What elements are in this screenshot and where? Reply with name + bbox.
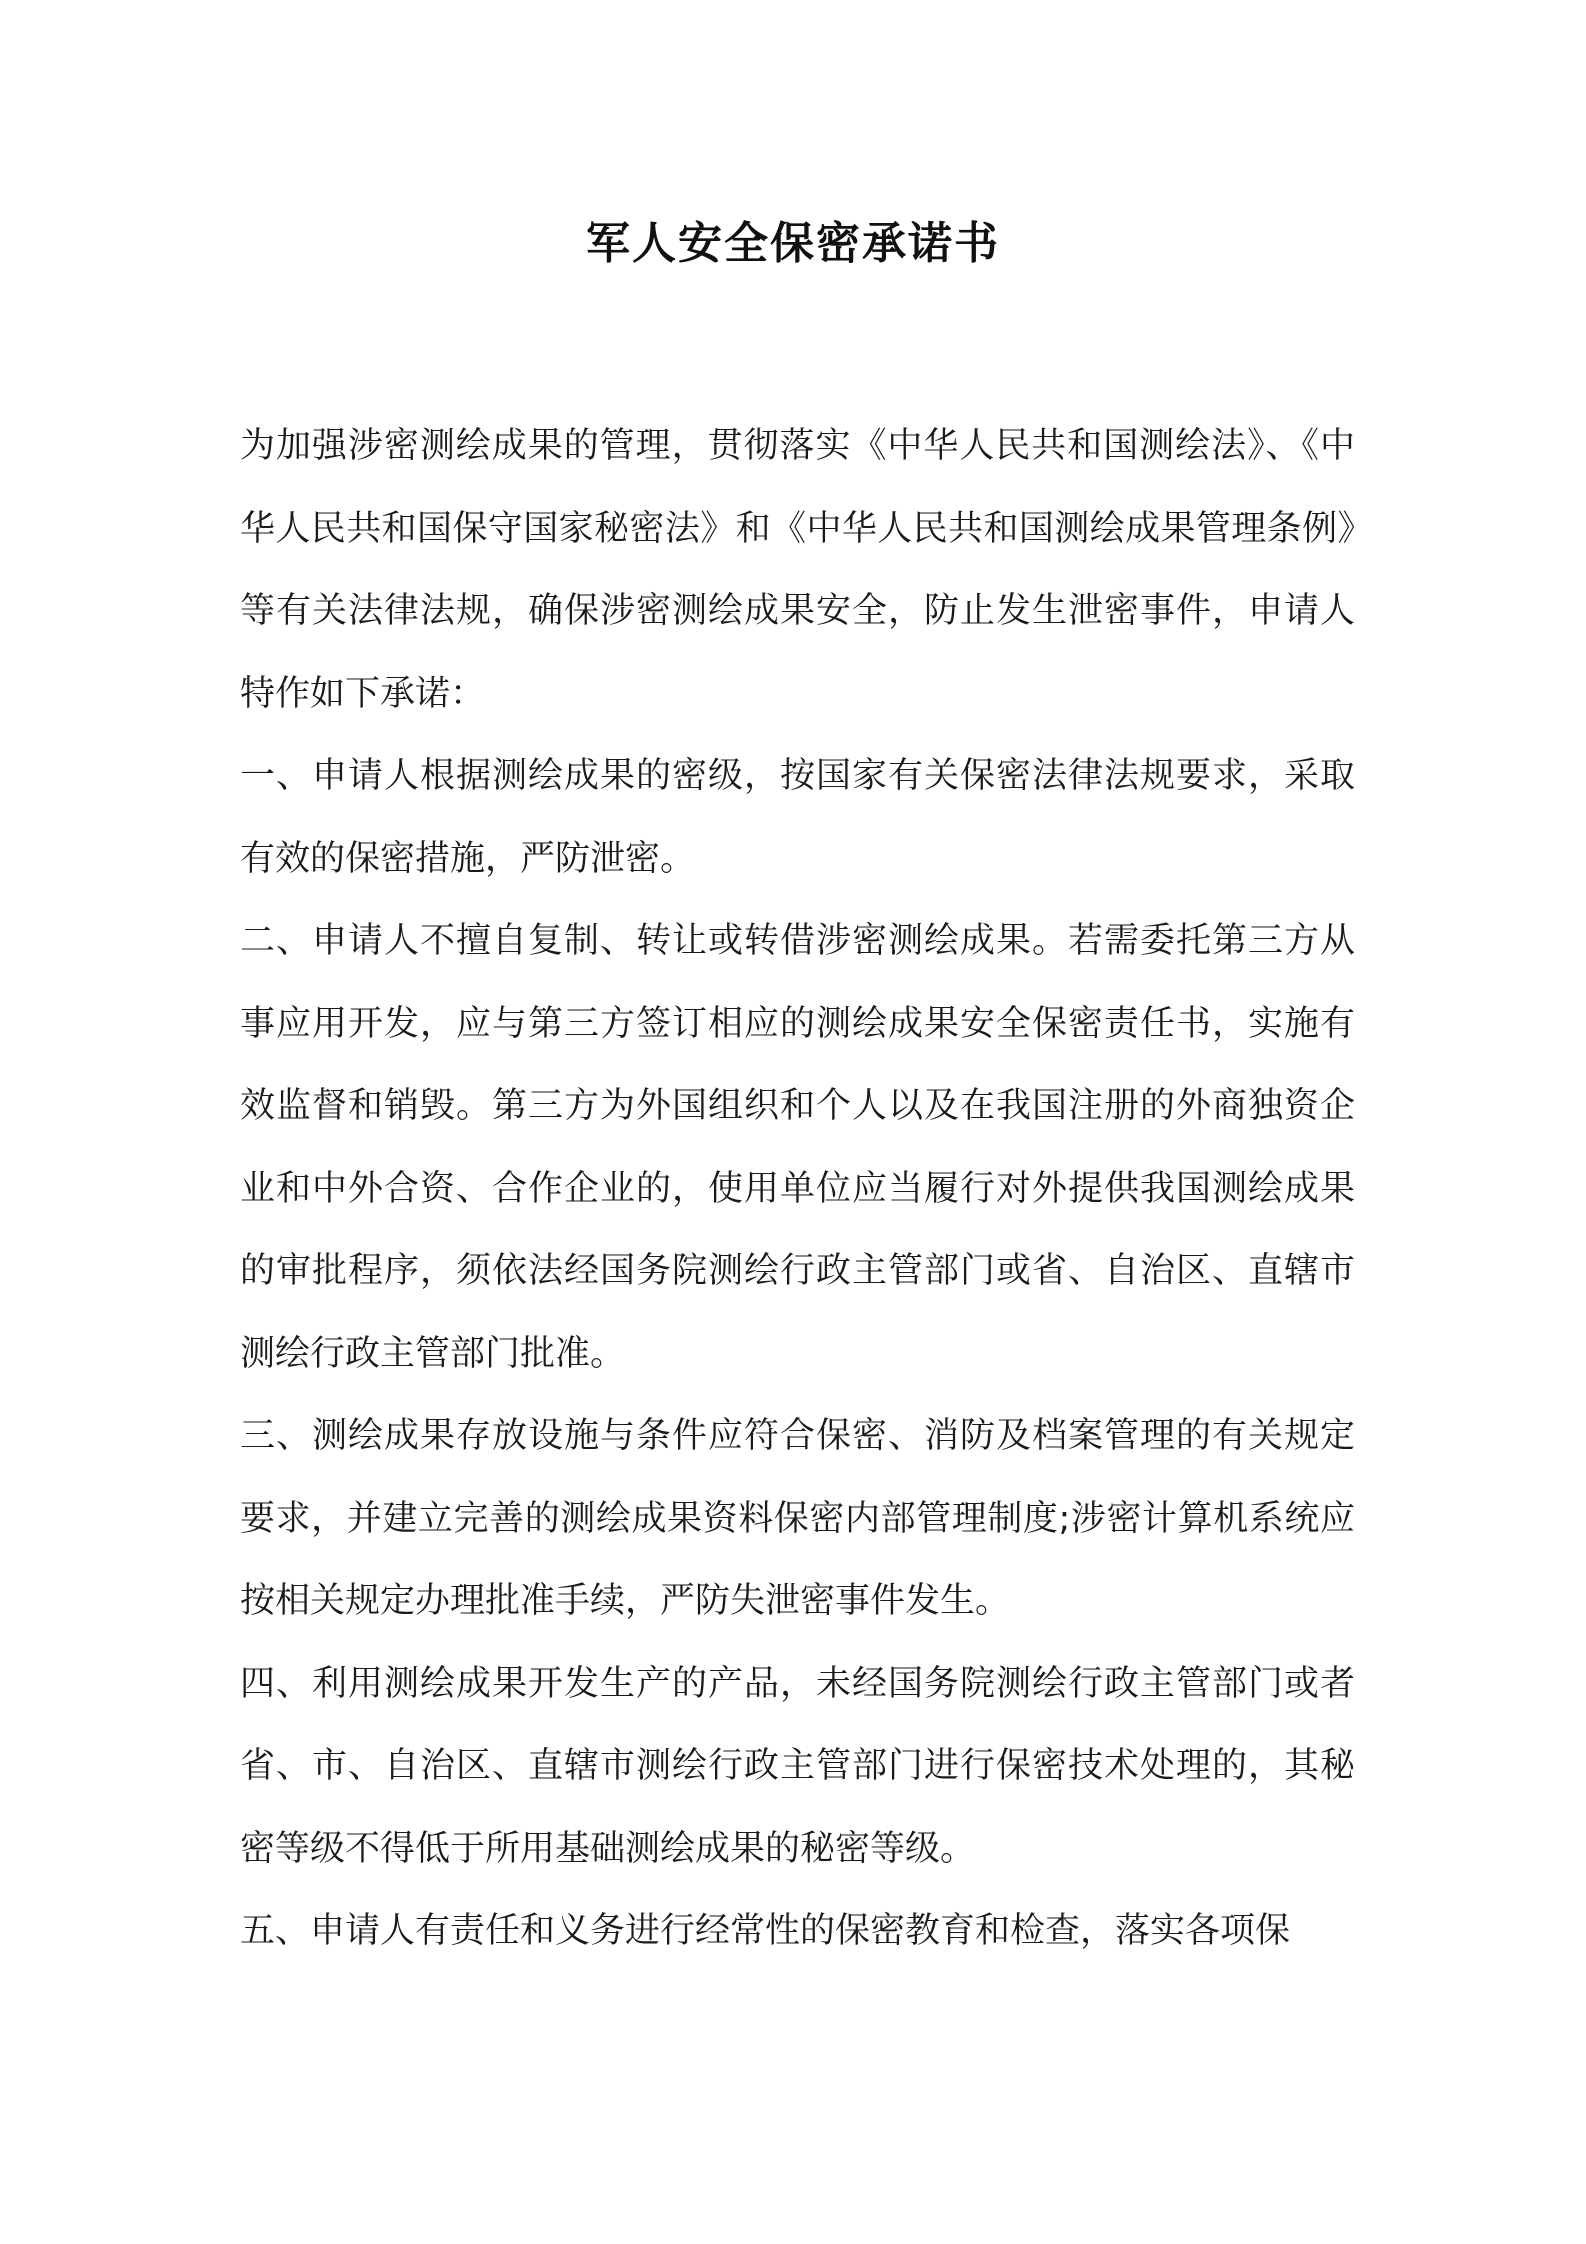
intro-paragraph: 为加强涉密测绘成果的管理，贯彻落实《中华人民共和国测绘法》、《中华人民共和国保守国家秘密法》和《中华人民共和国测绘成果管理条例》等有关法律法规，确保涉密测绘成果安全，防止发生泄密事件，申请人特作如下承诺： [240, 426, 1355, 714]
document-title: 军人安全保密承诺书 [586, 218, 1000, 269]
document-body [240, 405, 1355, 1973]
clause-1-paragraph: 一、申请人根据测绘成果的密级，按国家有关保密法律法规要求，采取有效的保密措施，严防泄密。 [240, 756, 1355, 879]
clause-3-paragraph: 三、测绘成果存放设施与条件应符合保密、消防及档案管理的有关规定要求，并建立完善的测绘成果资料保密内部管理制度;涉密计算机系统应按相关规定办理批准手续，严防失泄密事件发生。 [240, 1416, 1355, 1621]
clause-4-paragraph: 四、利用测绘成果开发生产的产品，未经国务院测绘行政主管部门或者省、市、自治区、直辖市测绘行政主管部门进行保密技术处理的，其秘密等级不得低于所用基础测绘成果的秘密等级。 [240, 1663, 1355, 1869]
clause-5-paragraph: 五、申请人有责任和义务进行经常性的保密教育和检查，落实各项保 [240, 1911, 1291, 1951]
clause-2-paragraph: 二、申请人不擅自复制、转让或转借涉密测绘成果。若需委托第三方从事应用开发，应与第三方签订相应的测绘成果安全保密责任书，实施有效监督和销毁。第三方为外国组织和个人以及在我国注册的外商独资企业和中外合资、合作企业的，使用单位应当履行对外提供我国测绘成果的审批程序，须依法经国务院测绘行政主管部门或省、自治区、直辖市测绘行政主管部门批准。 [240, 921, 1355, 1374]
